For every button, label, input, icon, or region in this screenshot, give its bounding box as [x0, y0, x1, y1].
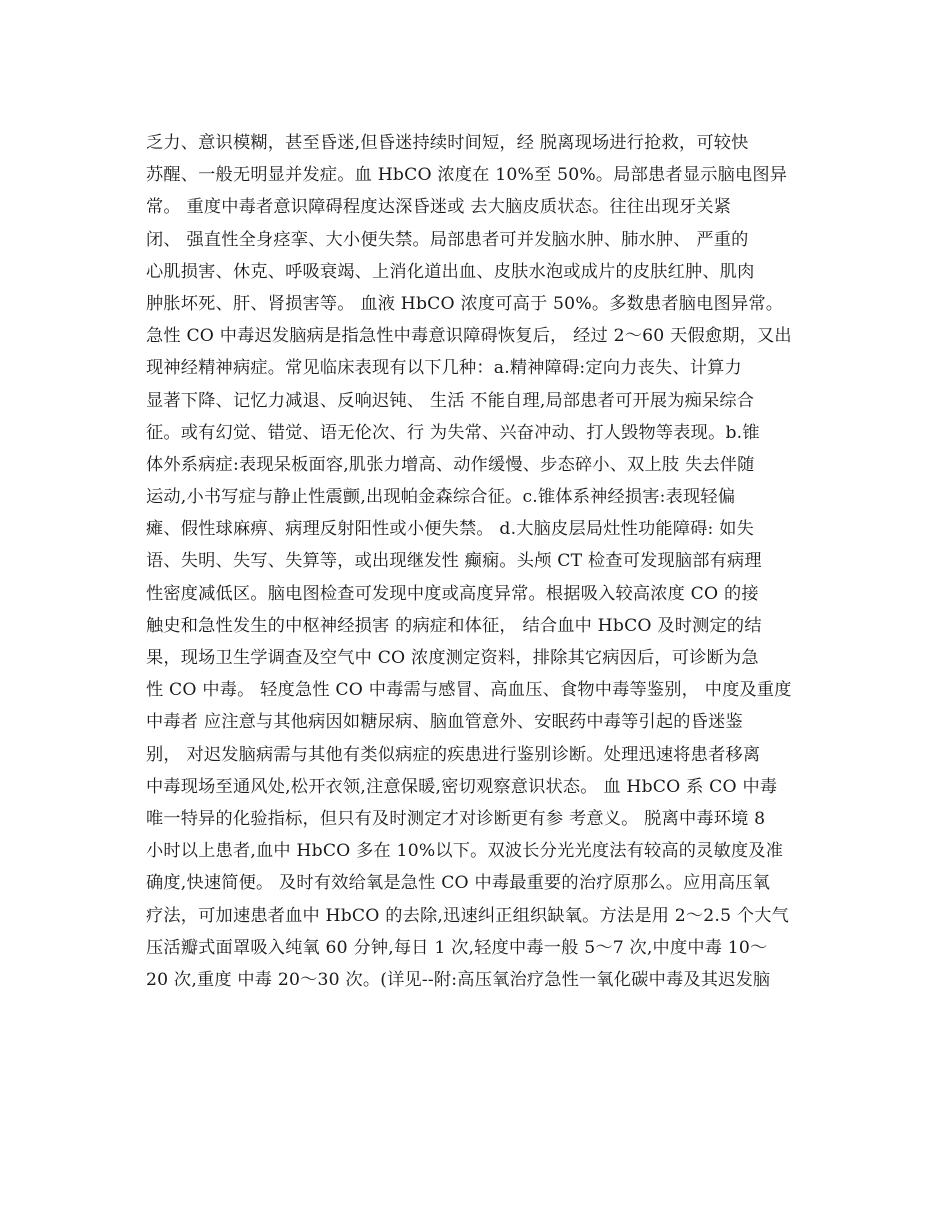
text-line: 急性 CO 中毒迟发脑病是指急性中毒意识障碍恢复后， 经过 2～60 天假愈期，又出 — [146, 326, 792, 347]
text-line: 性 CO 中毒。 轻度急性 CO 中毒需与感冒、高血压、食物中毒等鉴别， 中度及重度 — [146, 680, 792, 701]
text-line: 瘫、假性球麻痹、病理反射阳性或小便失禁。 d.大脑皮层局灶性功能障碍: 如失 — [146, 519, 754, 540]
text-line: 性密度减低区。脑电图检查可发现中度或高度异常。根据吸入较高浓度 CO 的接 — [146, 583, 759, 604]
text-line: 运动,小书写症与静止性震颤,出现帕金森综合征。c.锥体系神经损害:表现轻偏 — [146, 487, 736, 508]
text-line: 苏醒、一般无明显并发症。血 HbCO 浓度在 10%至 50%。局部患者显示脑电图异 — [146, 165, 788, 186]
body-text — [146, 127, 816, 996]
text-line: 20 次,重度 中毒 20～30 次。(详见--附:高压氧治疗急性一氧化碳中毒及其迟发脑 — [146, 969, 771, 990]
text-line: 小时以上患者,血中 HbCO 多在 10%以下。双波长分光光度法有较高的灵敏度及准 — [146, 841, 784, 862]
text-line: 中毒者 应注意与其他病因如糖尿病、脑血管意外、安眠药中毒等引起的昏迷鉴 — [146, 712, 743, 733]
text-line: 中毒现场至通风处,松开衣领,注意保暖,密切观察意识状态。 血 HbCO 系 CO 中毒 — [146, 776, 778, 797]
text-line: 疗法，可加速患者血中 HbCO 的去除,迅速纠正组织缺氧。方法是用 2～2.5 个大气 — [146, 905, 790, 926]
text-line: 显著下降、记忆力减退、反响迟钝、 生活 不能自理,局部患者可开展为痴呆综合 — [146, 390, 755, 411]
text-line: 确度,快速简便。 及时有效给氧是急性 CO 中毒最重要的治疗原那么。应用高压氧 — [146, 873, 771, 894]
text-line: 乏力、意识模糊，甚至昏迷,但昏迷持续时间短，经 脱离现场进行抢救，可较快 — [146, 133, 749, 153]
text-line: 语、失明、失写、失算等，或出现继发性 癫痫。头颅 CT 检查可发现脑部有病理 — [146, 551, 762, 572]
text-line: 常。 重度中毒者意识障碍程度达深昏迷或 去大脑皮质状态。往往出现牙关紧 — [146, 197, 732, 218]
text-line: 触史和急性发生的中枢神经损害 的病症和体征， 结合血中 HbCO 及时测定的结 — [146, 615, 762, 636]
text-line: 征。或有幻觉、错觉、语无伦次、行 为失常、兴奋冲动、打人毁物等表现。b.锥 — [146, 422, 760, 443]
text-line: 压活瓣式面罩吸入纯氧 60 分钟,每日 1 次,轻度中毒一般 5～7 次,中度中毒 10～ — [146, 937, 768, 958]
text-line: 现神经精神病症。常见临床表现有以下几种：a.精神障碍:定向力丧失、计算力 — [146, 358, 742, 379]
text-line: 肿胀坏死、肝、肾损害等。 血液 HbCO 浓度可高于 50%。多数患者脑电图异常。 — [146, 293, 784, 314]
text-line: 果，现场卫生学调查及空气中 CO 浓度测定资料，排除其它病因后，可诊断为急 — [146, 648, 759, 668]
text-line: 唯一特异的化验指标，但只有及时测定才对诊断更有参 考意义。 脱离中毒环境 8 — [146, 808, 766, 829]
text-line: 别， 对迟发脑病需与其他有类似病症的疾患进行鉴别诊断。处理迅速将患者移离 — [146, 744, 761, 765]
text-line: 体外系病症:表现呆板面容,肌张力增高、动作缓慢、步态碎小、双上肢 失去伴随 — [146, 454, 755, 475]
text-line: 心肌损害、休克、呼吸衰竭、上消化道出血、皮肤水泡或成片的皮肤红肿、肌肉 — [146, 261, 755, 282]
text-line: 闭、 强直性全身痉挛、大小便失禁。局部患者可并发脑水肿、肺水肿、 严重的 — [146, 229, 749, 250]
